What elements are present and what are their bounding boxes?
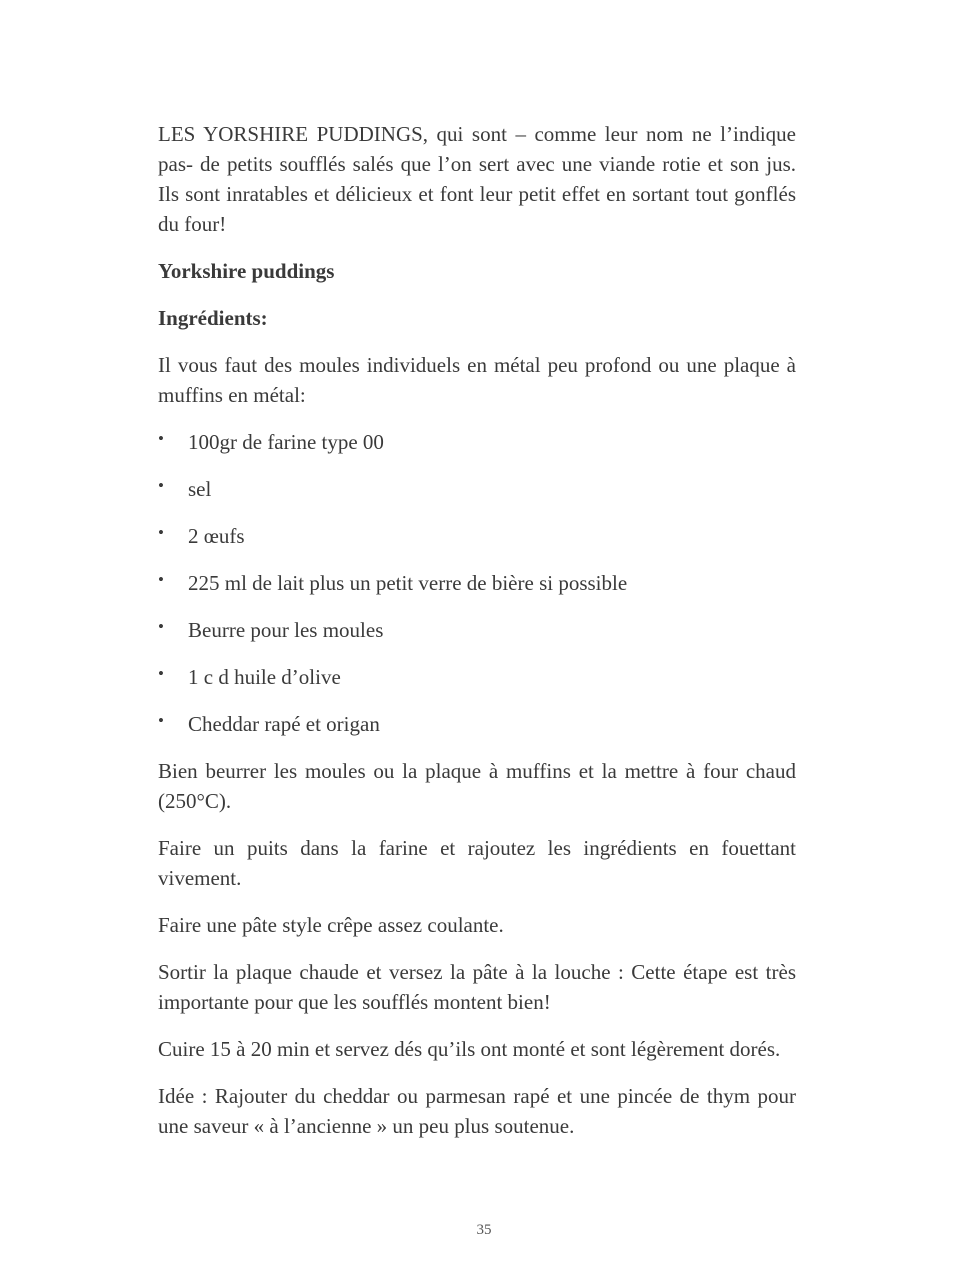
list-item [158, 662, 796, 692]
step-paragraph: Cuire 15 à 20 min et servez dés qu’ils ont monté et sont légèrement dorés. [158, 1037, 781, 1061]
list-item [158, 474, 796, 504]
ingredient-text: Cheddar rapé et origan [188, 712, 380, 736]
step-paragraph: Faire un puits dans la farine et rajoutez les ingrédients en fouettant vivement. [158, 836, 796, 890]
ingredient-text: 2 œufs [188, 524, 245, 548]
list-item [158, 709, 796, 739]
ingredient-list [158, 427, 796, 739]
ingredient-text: 1 c d huile d’olive [188, 665, 341, 689]
list-item [158, 521, 796, 551]
ingredient-text: Beurre pour les moules [188, 618, 384, 642]
list-item [158, 427, 796, 457]
bullet-icon: • [158, 570, 164, 589]
ingredient-text: 100gr de farine type 00 [188, 430, 384, 454]
list-item [158, 568, 796, 598]
equipment-paragraph: Il vous faut des moules individuels en métal peu profond ou une plaque à muffins en métal: [158, 353, 796, 407]
ingredient-text: 225 ml de lait plus un petit verre de bière si possible [188, 571, 628, 595]
page-number: 35 [476, 1222, 492, 1238]
bullet-icon: • [158, 664, 164, 683]
bullet-icon: • [158, 617, 164, 636]
intro-paragraph: LES YORSHIRE PUDDINGS, qui sont – comme leur nom ne l’indique pas- de petits soufflés salés que l’on sert avec une viande rotie et son jus. Ils sont inratables et délicieux et font leur petit effet en sortant tout gonflés du four! [158, 122, 796, 236]
ingredients-heading: Ingrédients: [158, 306, 268, 330]
step-paragraph: Faire une pâte style crêpe assez coulante. [158, 913, 504, 937]
recipe-page [158, 119, 796, 1158]
tip-paragraph: Idée : Rajouter du cheddar ou parmesan rapé et une pincée de thym pour une saveur « à l’ancienne » un peu plus soutenue. [158, 1084, 796, 1138]
step-paragraph: Bien beurrer les moules ou la plaque à muffins et la mettre à four chaud (250°C). [158, 759, 796, 813]
recipe-title: Yorkshire puddings [158, 259, 335, 283]
bullet-icon: • [158, 711, 164, 730]
bullet-icon: • [158, 523, 164, 542]
ingredient-text: sel [188, 477, 212, 501]
bullet-icon: • [158, 476, 164, 495]
step-paragraph: Sortir la plaque chaude et versez la pâte à la louche : Cette étape est très importante pour que les soufflés montent bien! [158, 960, 796, 1014]
list-item [158, 615, 796, 645]
bullet-icon: • [158, 429, 164, 448]
